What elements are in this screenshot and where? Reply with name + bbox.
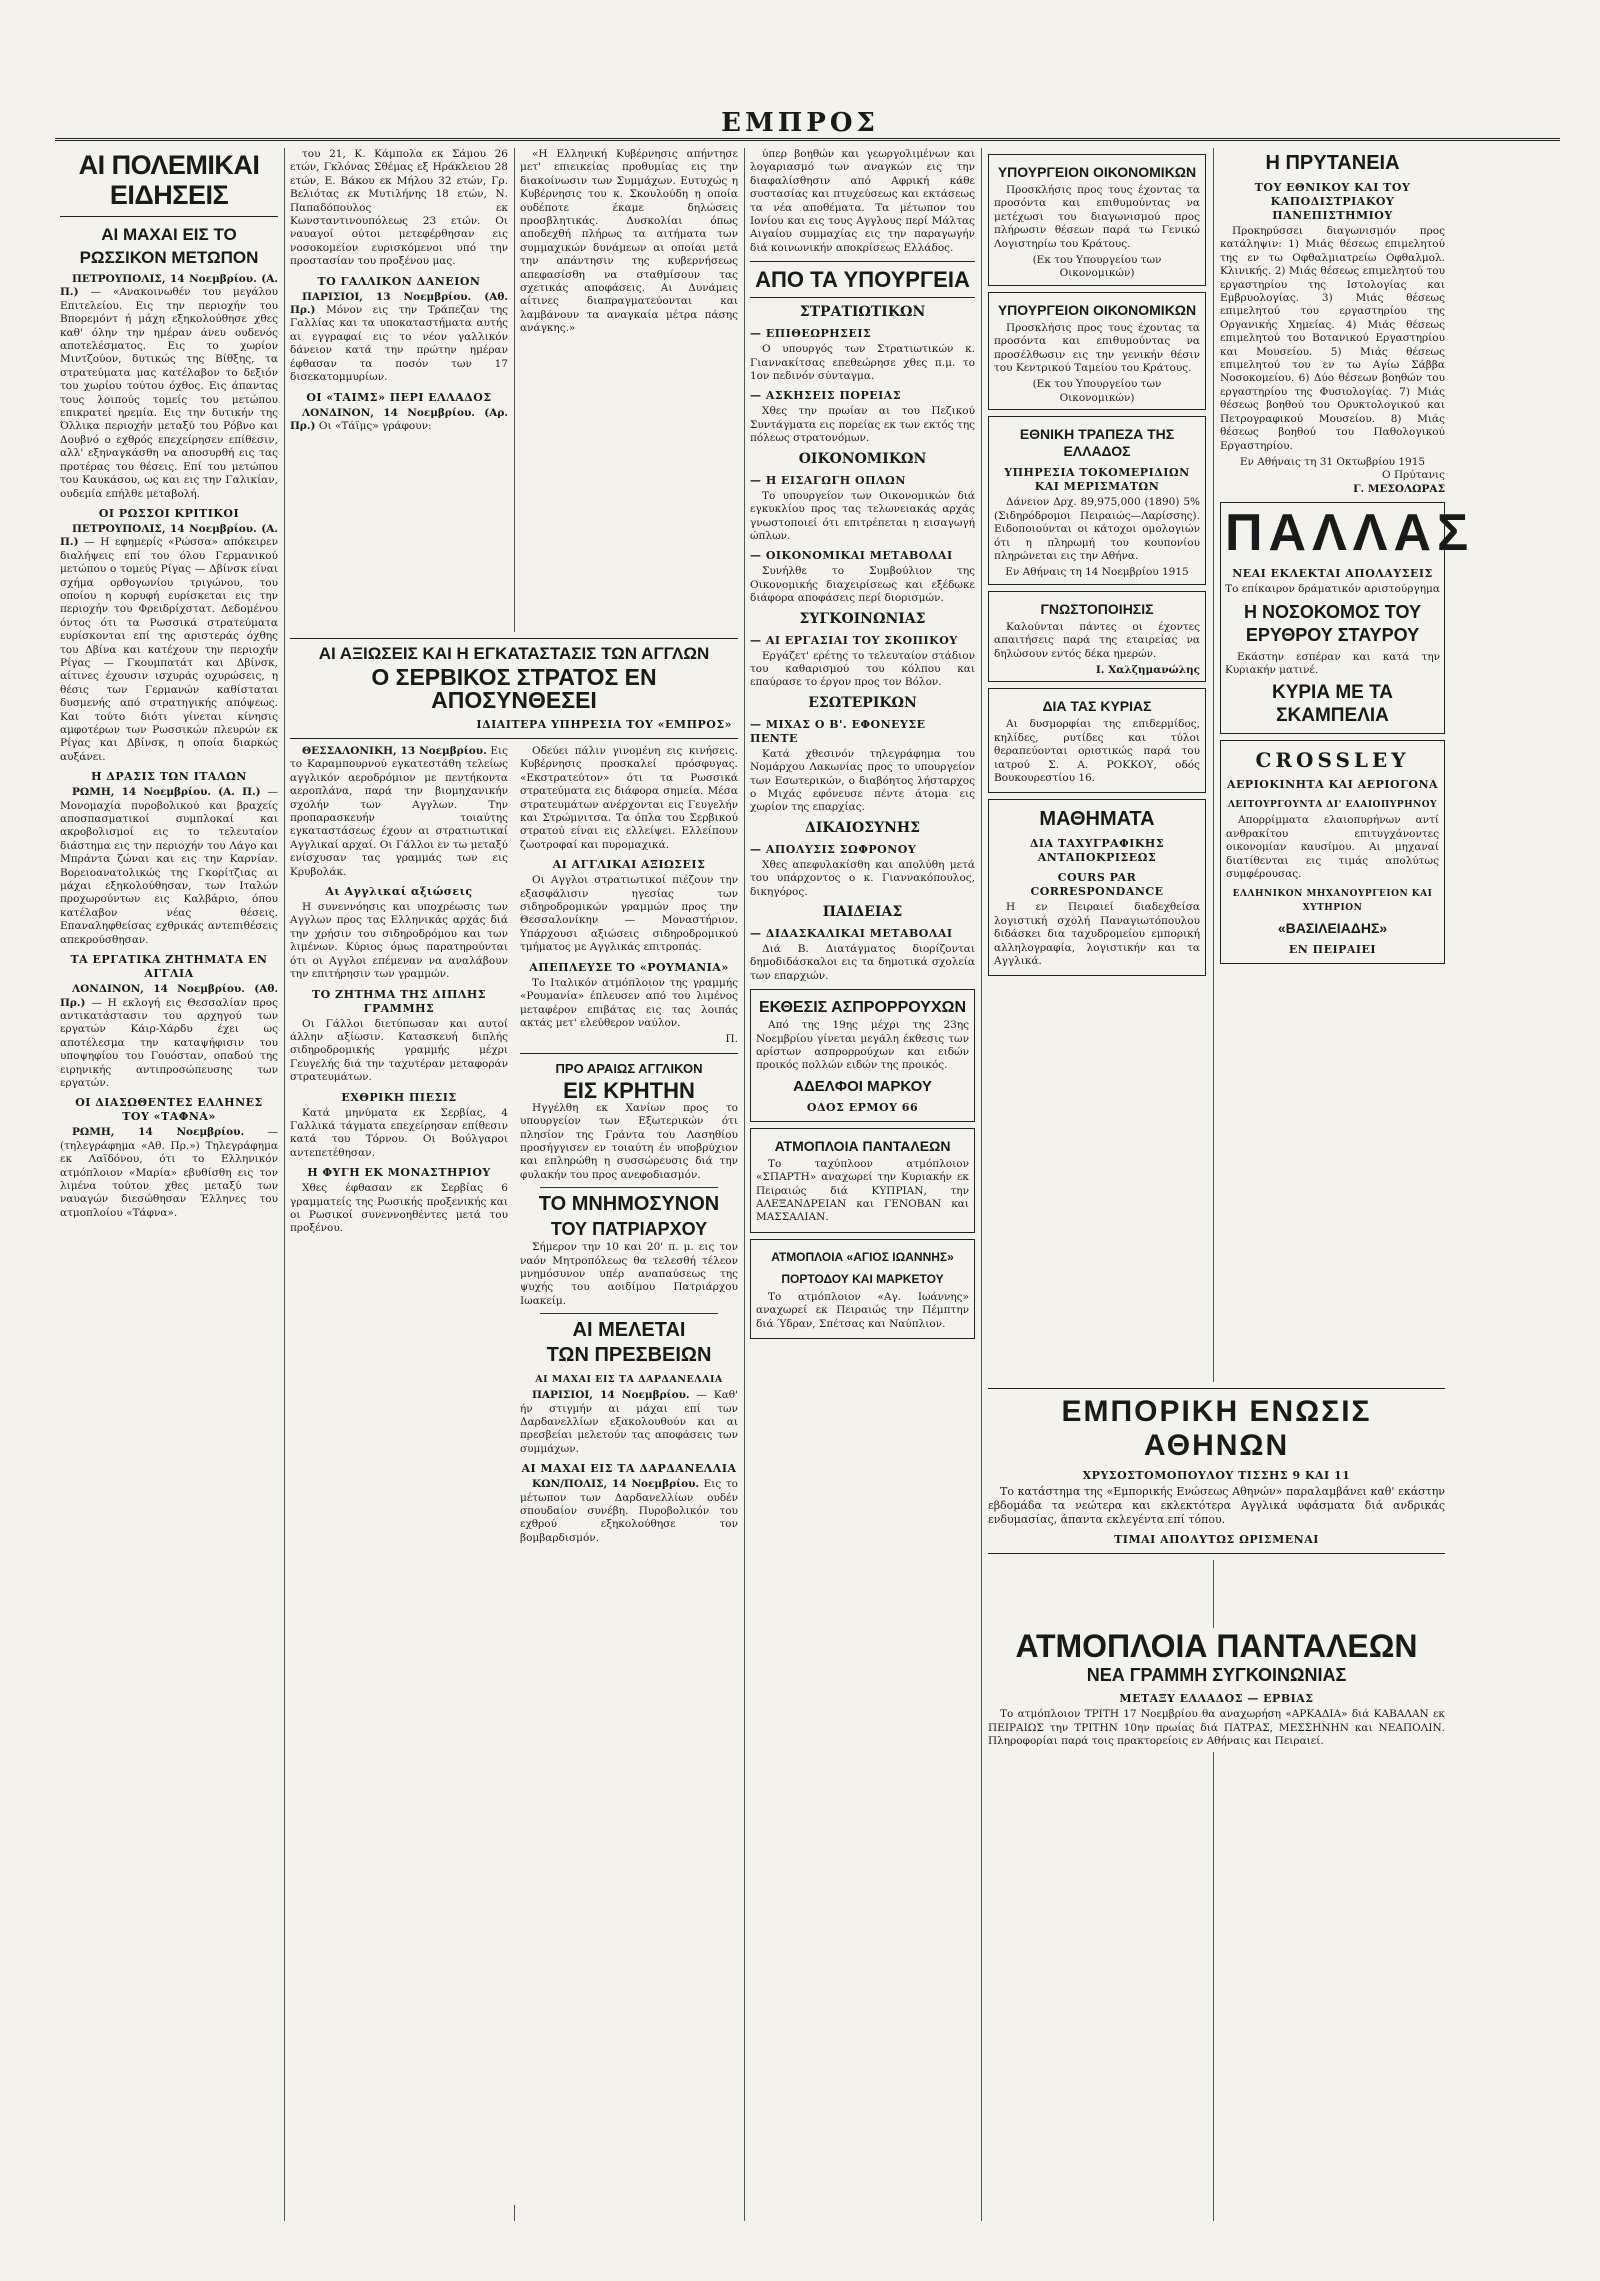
ad-title: ΠΑΛΛΑΣ	[1225, 504, 1475, 563]
article-body: Κατά μηνύματα εκ Σερβίας, 4 Γαλλικά τάγματα επεχείρησαν επίθεσιν κατά του Τόρνου. Οι Βούλγαροι αντεπετέθησαν.	[290, 1106, 508, 1159]
sub-head: — ΑΙ ΕΡΓΑΣΙΑΙ ΤΟΥ ΣΚΟΠΙΚΟΥ	[750, 633, 958, 647]
section-head: ΕΣΩΤΕΡΙΚΩΝ	[808, 694, 917, 711]
article-body: Χθες απεφυλακίσθη και απολύθη μετά του υπάρχοντος ο κ. Γιαννακόπουλος, δικηγόρος.	[750, 858, 975, 898]
ad-crossley	[1220, 740, 1445, 964]
ad-body: Το ατμόπλοιον «Αγ. Ιωάννης» αναχωρεί εκ Πειραιώς την Πέμπτην διά Ύδραν, Σπέτσας και Ναύπλιον.	[756, 1290, 969, 1330]
article-body: Οι Γάλλοι διετύπωσαν και αυτοί άλλην αξίωσιν. Κατασκευή διπλής σιδηροδρομικής γραμμής μέχρι Γευγελής διά την ταχυτέραν μεταφοράν στρατευμάτων.	[290, 1017, 508, 1084]
ad-body: Από της 19ης μέχρι της 23ης Νοεμβρίου γίνεται μεγάλη έκθεσις των αρίστων ασπρορρούχων και ειδών προικός πολλών ειδών της προικός.	[756, 1019, 969, 1072]
ad-atmoploia	[988, 1628, 1445, 1752]
wide-article	[290, 632, 738, 2205]
ad-body: Απορρίμματα ελαιοπυρήνων αντί ανθρακίτου επιτυγχάνοντες οικονομίαν καυσίμου. Αι μηχαναί διατίθενται εις τιμάς απολύτως συμφέρουσας.	[1226, 814, 1439, 880]
article-dateline: ΠΑΡΙΣΙΟΙ, 13 Νοεμβρίου. (Αθ. Πρ.)	[290, 290, 508, 317]
column-3	[520, 148, 738, 628]
column-divider	[284, 148, 285, 2221]
divider	[60, 216, 278, 217]
article-body: Μόνον εις την Τράπεζαν της Γαλλίας και τα υποκαταστήματα αυτής αι εγγραφαί εις το νέον γαλλικόν δάνειον κατά την πρώτην ημέραν έφθασαν τα ποσόν των 17 δισεκατομμυρίων.	[290, 304, 508, 384]
sign-title: Ο Πρύτανις	[1382, 469, 1445, 482]
ad-ministry	[988, 154, 1206, 286]
wide-headline: Ο ΣΕΡΒΙΚΟΣ ΣΤΡΑΤΟΣ ΕΝ ΑΠΟΣΥΝΘΕΣΕΙ	[371, 664, 657, 713]
article-head: ΟΙ ΔΙΑΣΩΘΕΝΤΕΣ ΕΛΛΗΝΕΣ ΤΟΥ «ΤΑΦΝΑ»	[75, 1096, 263, 1124]
article-dateline: ΛΟΝΔΙΝΟΝ, 14 Νοεμβρίου. (Αρ. Πρ.)	[290, 406, 508, 432]
ad-sub: ΛΕΙΤΟΥΡΓΟΥΝΤΑ ΔΙ' ΕΛΑΙΟΠΥΡΗΝΟΥ	[1227, 800, 1438, 811]
section-head: ΣΤΡΑΤΙΩΤΙΚΩΝ	[799, 304, 926, 321]
article-head: ΤΟ ΖΗΤΗΜΑ ΤΗΣ ΔΙΠΛΗΣ ΓΡΑΜΜΗΣ	[311, 987, 487, 1015]
article-body: — Μονομαχία πυροβολικού και βραχείς αποσπασματικοί συμπλοκαί και ακροβολισμοί εις το τελευταίον διάστημα εις την περιοχήν του Λάγο και Μπράντα ζώναι και εις την Καρνίαν. Βορειοανατολικώς της Γκορίτζιας αι μάχαι εξηκολούθησαν, των Ιταλών προχωρούντων εις Καλβάριο, όπου κατέλαβον νέας θέσεις. Επαναληφθείσας εχθρικάς αντεπιθέσεις απεκρούσθησαν.	[60, 786, 278, 946]
sub-head: — ΕΠΙΘΕΩΡΗΣΕΙΣ	[750, 327, 872, 341]
ad-sign: (Εκ του Υπουργείου των Οικονομικών)	[1032, 378, 1162, 404]
sub-head: — ΔΙΔΑΣΚΑΛΙΚΑΙ ΜΕΤΑΒΟΛΑΙ	[750, 927, 953, 940]
wide-kicker: ΑΙ ΑΞΙΩΣΕΙΣ ΚΑΙ Η ΕΓΚΑΤΑΣΤΑΣΙΣ ΤΩΝ ΑΓΓΛΩΝ	[318, 644, 710, 663]
article-dateline: ΠΕΤΡΟΥΠΟΛΙΣ, 14 Νοεμβρίου. (Α. Π.)	[60, 273, 278, 299]
divider	[750, 261, 975, 262]
divider	[520, 1053, 738, 1054]
ad-sign: (Εκ του Υπουργείου των Οικονομικών)	[1032, 254, 1162, 280]
ad-sub: ΜΕΤΑΞΥ ΕΛΛΑΔΟΣ — ΕΡΒΙΑΣ	[1119, 1692, 1314, 1705]
article-body: Οι «Τάϊμς» γράφουν:	[318, 419, 432, 432]
sub-head: — ΟΙΚΟΝΟΜΙΚΑΙ ΜΕΤΑΒΟΛΑΙ	[750, 549, 953, 563]
section-head: ΟΙΚΟΝΟΜΙΚΩΝ	[798, 450, 927, 467]
article-body: Εις το μέτωπον των Δαρδανελλίων ουδέν σπουδαίον συνέβη. Πυροβολικόν του εχθρού εξηκολούθησε τον βομβαρδισμόν.	[520, 1478, 738, 1544]
envoy-head: ΑΙ ΜΕΛΕΤΑΙ	[572, 1319, 686, 1342]
masthead-title: ΕΜΠΡΟΣ	[721, 108, 879, 138]
article-head: ΑΠΕΠΛΕΥΣΕ ΤΟ «ΡΟΥΜΑΝΙΑ»	[529, 960, 729, 974]
column-2	[290, 148, 508, 628]
ad-line: Το επίκαιρον δράματικόν αριστούργημα	[1225, 583, 1440, 596]
column-1	[60, 148, 278, 2221]
article-body: ύπερ βοηθών και γεωργολιμένων και λογαριασμό των αναγκών εις την διαφαλίσθησιν από Αφρική κάθε συστασίας και πτυχεύσεως και εκτάσεως τα νέα αποθέματα. Τα μέτωπον του Ιονίου και εις τους Αγγλους περί Μάλτας Αιγαίου συμμαχίας εις την παραγωγήν διά κοινωνικήν αποκρίσεως Ελλάδος.	[750, 148, 975, 254]
ad-pallas	[1220, 502, 1475, 734]
article-body: — Η εκλογή εις Θεσσαλίαν προς αντικατάστασιν του αρχηγού των εργατών Κάιρ-Χάρδυ έχει ως αποτέλεσμα την καταψήφισιν του υποψηφίου του Γουόσταν, οπαδού της ειρηνικής αντιπροσώπευσης των εργατών.	[60, 996, 278, 1089]
ad-body: Η εν Πειραιεί διαδεχθείσα λογιστική σχολή Παναγιωτόπουλου διδάσκει δια ταχυδρομείου εμπορική αλληλογραφία, λογιστικήν και τα Αγγλικά.	[994, 901, 1200, 967]
ad-shipping	[750, 1128, 975, 1233]
ad-title: ΑΤΜΟΠΛΟΙΑ ΠΑΝΤΑΛΕΩΝ	[774, 1137, 951, 1154]
ad-bank	[988, 416, 1206, 584]
column-6	[1220, 148, 1475, 1373]
article-body: Συνήλθε το Συμβούλιον της Οικονομικής διαχειρίσεως και εξέδωκε διάφορα αποφάσεις περί διορισμών.	[750, 565, 975, 605]
article-head: ΑΙ ΑΓΓΛΙΚΑΙ ΑΞΙΩΣΕΙΣ	[552, 858, 706, 872]
wide-sub: ΙΔΙΑΙΤΕΡΑ ΥΠΗΡΕΣΙΑ ΤΟΥ «ΕΜΠΡΟΣ»	[476, 718, 732, 731]
ad-body: Το κατάστημα της «Εμπορικής Ενώσεως Αθηνών» παραλαμβάνει καθ' εκάστην εβδομάδα τα νεώτερα και εκλεκτότερα Αγγλικά υφάσματα διά ανδρικάς ενδυμασίας, άπαντα εκλεγέντα επί τόπου.	[988, 1485, 1445, 1526]
article-body: — Η εφημερίς «Ρώσσα» απόκειρεν διαλήψεις επί του όλου Γερμανικού μετώπου ο τομεύς Ρίγας — Δβίνσκ είναι σχήμα ορθογωνίου τριγώνου, του οποίου η κορυφή ευρίσκεται εις την περιοχήν του Φρειδρίχστατ. Δεδομένου όντος ότι τα Ρωσσικά στρατεύματα ευρίσκονται επί της αριστεράς όχθης του Δβίνα και κατέχουν την περιοχήν Ρίγας — Γκουμπατάτ και Δβίνσκ, αίτινες έχουσιν ισχυράς οχυρώσεις, η θέσις των Γερμανών καθίσταται δυσμενής από στρατηγικής απόψεως. Και τούτο διότι γίνεται κίνησις αμφοτέρων των Ρωσσικών πλευρών εκ Ρίγας και Δβίνσκ, η οποία διαρκώς αυξάνει.	[60, 536, 278, 763]
ad-body: Δάνειον Δρχ. 89,975,000 (1890) 5% (Σιδηρόδρομοι Πειραιώς—Λαρίσσης). Ειδοποιούνται οι κάτοχοι ομολογιών ότι η πληρωμή του κουπονίου πληρώνεται εις την Αθήνα.	[994, 496, 1200, 562]
sign-name: Γ. ΜΕΣΟΛΩΡΑΣ	[1353, 482, 1445, 495]
article-body: Το Ιταλικόν ατμόπλοιον της γραμμής «Ρουμανία» έπλευσεν από του λιμένος μεταφέρον επιβάτας εις τας λοιπάς ακτάς μετ' ελεύθερον ναύλον.	[520, 976, 738, 1029]
article-body: Εις το Καραμπουρνού εγκατεστάθη τελείως αγγλικόν αεροδρόμιον με πεντήκοντα αεροπλάνα, παρά την βιομηχανικήν σχολήν των Αγγλων. Την προπαρασκευήν τοιαύτης εγκαταστάσεως έχουν αι στρατιωτικαί Αγγλικαί αρχαί. Οι Γάλλοι εν τω μεταξύ ενίσχυσαν τας γραμμάς των εις Κρυβολάκ.	[290, 745, 508, 878]
ad-title: ΔΙΑ ΤΑΣ ΚΥΡΙΑΣ	[1042, 698, 1152, 715]
article-head: ΤΑ ΕΡΓΑΤΙΚΑ ΖΗΤΗΜΑΤΑ ΕΝ ΑΓΓΛΙΑ	[70, 953, 268, 981]
article-body: Χθες έφθασαν εκ Σερβίας 6 γραμματείς της Ρωσικής προξενικής και οι Ρωσικοί συνεννοηθέντες μετά του προξένου.	[290, 1182, 508, 1235]
ad-title: ΓΝΩΣΤΟΠΟΙΗΣΙΣ	[1040, 600, 1154, 617]
ad-ladies	[988, 688, 1206, 793]
envoy-head: ΤΩΝ ΠΡΕΣΒΕΙΩΝ	[546, 1344, 712, 1367]
article-body: Κατά χθεσινόν τηλεγράφημα του Νομάρχου Λακωνίας προς το υπουργείον των Εσωτερικών, ο διαβόητος λήσταρχος ο Μιχάς εφόνευσε πέντε άτομα εις χωρίον της επαρχίας.	[750, 747, 975, 814]
ad-sub: ΑΕΡΙΟΚΙΝΗΤΑ ΚΑΙ ΑΕΡΙΟΓΟΝΑ	[1226, 778, 1439, 792]
ad-title: ΥΠΟΥΡΓΕΙΟΝ ΟΙΚΟΝΟΜΙΚΩΝ	[997, 301, 1197, 318]
column-divider	[981, 148, 982, 2221]
article-dateline: ΠΑΡΙΣΙΟΙ, 14 Νοεμβρίου.	[532, 1389, 690, 1402]
patriarch-head: ΤΟ ΜΝΗΜΟΣΥΝΟΝ	[538, 1193, 720, 1216]
article-body: — Καθ' ήν στιγμήν αι μάχαι επί των Δαρδανελλίων εξακολουθούν και αι πρεσβείαι μελετούν τας αποφάσεις των συμμάχων.	[520, 1389, 738, 1455]
ad-notice	[988, 591, 1206, 683]
section-head: ΔΙΚΑΙΟΣΥΝΗΣ	[804, 819, 920, 836]
article-head: ΟΙ «ΤΑΙΜΣ» ΠΕΡΙ ΕΛΛΑΔΟΣ	[306, 390, 492, 404]
column-divider	[1213, 148, 1214, 2221]
column-divider	[744, 148, 745, 2221]
article-body: — (τηλεγράφημα «Αθ. Πρ.») Τηλεγράφημα εκ Λαϊδόνου, ότι το Ελληνικόν ατμόπλοιον «Μαρία» εβυθίσθη εις τον λιμένα τούτον χθες μεταξύ των ναυαγών διεσώθησαν Έλληνες του ατμοπλοίου «Τάφνα».	[60, 1126, 278, 1219]
ad-title: ΕΚΘΕΣΙΣ ΑΣΠΡΟΡΡΟΥΧΩΝ	[758, 999, 966, 1017]
ad-body: Εκάστην εσπέραν και κατά την Κυριακήν ματινέ.	[1225, 650, 1440, 676]
sub-head: — Η ΕΙΣΑΓΩΓΗ ΟΠΛΩΝ	[750, 473, 906, 487]
divider	[540, 1313, 718, 1314]
university-sub: ΤΟΥ ΕΘΝΙΚΟΥ ΚΑΙ ΤΟΥ ΚΑΠΟΔΙΣΤΡΙΑΚΟΥ ΠΑΝΕΠΙΣΤΗΜΙΟΥ	[1254, 181, 1411, 222]
crete-head: ΕΙΣ ΚΡΗΤΗΝ	[563, 1077, 695, 1103]
article-head: Η ΔΡΑΣΙΣ ΤΩΝ ΙΤΑΛΩΝ	[91, 770, 247, 784]
article-body: Σήμερον την 10 και 20' π. μ. εις τον ναόν Μητροπόλεως θα τελεσθή τέλεον μνημόσυνον υπέρ αναπαύσεως της ψυχής του αοιδίμου Πατριάρχου Ιωακείμ.	[520, 1241, 738, 1307]
article-body: του 21, Κ. Κάμπολα εκ Σάμου 26 ετών, Γκλόνας Σθέμας εξ Ηράκλειου 28 ετών, Ε. Βάκου εκ Μήλου 32 ετών, Γρ. Βελιότας εκ Μυτιλήνης 18 ετών, Ν. Παπαδόπουλος εκ Κωνσταντινουπόλεως 23 ετών. Οι ναυαγοί ούτοι μετεφέρθησαν εις νοσοκομείον ευρισκόμενοι υπό την προστασίαν του προξένου μας.	[290, 148, 508, 268]
ad-sub: ΔΙΑ ΤΑΧΥΓΡΑΦΙΚΗΣ ΑΝΤΑΠΟΚΡΙΣΕΩΣ	[1029, 837, 1165, 865]
ad-sub: COURS PAR CORRESPONDANCE	[1030, 871, 1164, 899]
ad-sign: Ι. Χαλζημανώλης	[1095, 663, 1200, 676]
article-body: Ηγγέλθη εκ Χανίων προς το υπουργείον των Εξωτερικών ότι πλησίον της Γράντα του Λασηθίου προσήγγισεν εν τοιαύτη έν υποβρύχιον και επληρώθη η συσσώρευσις διά την φυλακήν του προς ανεφοδιασμόν.	[520, 1101, 738, 1181]
sub-head: — ΑΣΚΗΣΕΙΣ ΠΟΡΕΙΑΣ	[750, 389, 902, 403]
ad-star: ΚΥΡΙΑ ΜΕ ΤΑ ΣΚΑΜΠΕΛΙΑ	[1271, 682, 1394, 727]
ad-sub: ΝΕΑΙ ΕΚΛΕΚΤΑΙ ΑΠΟΛΑΥΣΕΙΣ	[1232, 567, 1433, 581]
article-head: ΑΙ ΜΑΧΑΙ ΕΙΣ ΤΑ ΔΑΡΔΑΝΕΛΛΙΑ	[521, 1462, 737, 1476]
ad-title: ΕΜΠΟΡΙΚΗ ΕΝΩΣΙΣ	[1061, 1395, 1372, 1428]
ad-body: Καλούνται πάντες οι έχοντες απαιτήσεις παρά της εταιρείας να δηλώσουν εντός δέκα ημερών.	[994, 620, 1200, 660]
article-body: Χθες την πρωίαν αι του Πεζικού Συντάγματα εις πορείας εκ των εκτός της πόλεως στρατονόμων.	[750, 405, 975, 445]
ad-title: ΑΘΗΝΩΝ	[1143, 1429, 1290, 1462]
article-dateline: ΘΕΣΣΑΛΟΝΙΚΗ, 13 Νοεμβρίου.	[302, 745, 487, 757]
ad-body: Το ταχύπλοον ατμόπλοιον «ΣΠΑΡΤΗ» αναχωρεί την Κυριακήν εκ Πειραιώς διά ΚΥΠΡΙΑΝ, την ΑΛΕΞΑΝΔΡΕΙΑΝ και ΓΕΝΟΒΑΝ και ΜΑΣΣΑΛΙΑΝ.	[756, 1157, 969, 1224]
ad-exhibition	[750, 989, 975, 1122]
article-body: Διά Β. Διατάγματος διορίζονται δημοδιδάσκαλοι εις τα δημοτικά σχολεία των επαρχιών.	[750, 943, 975, 982]
sub-head: — ΑΠΟΛΥΣΙΣ ΣΩΦΡΟΝΟΥ	[750, 842, 917, 856]
sign-place: Εν Αθήναις τη 31 Οκτωβρίου 1915	[1239, 455, 1426, 468]
ad-title: ΥΠΟΥΡΓΕΙΟΝ ΟΙΚΟΝΟΜΙΚΩΝ	[997, 164, 1197, 180]
article-dateline: ΚΩΝ/ΠΟΛΙΣ, 14 Νοεμβρίου.	[532, 1478, 700, 1491]
ad-dealer: ΕΝ ΠΕΙΡΑΙΕΙ	[1288, 943, 1377, 957]
article-head: Η ΦΥΓΗ ΕΚ ΜΟΝΑΣΤΗΡΙΟΥ	[307, 1166, 491, 1180]
section-head: ΠΑΙΔΕΙΑΣ	[822, 904, 903, 920]
divider	[290, 638, 738, 639]
section-head: ΣΥΓΚΟΙΝΩΝΙΑΣ	[799, 610, 926, 627]
ad-dealer: ΕΛΛΗΝΙΚΟΝ ΜΗΧΑΝΟΥΡΓΕΙΟΝ ΚΑΙ ΧΥΤΗΡΙΟΝ	[1232, 889, 1433, 914]
article-body: Εργάζετ' ερέτης το τελευταίον στάδιον του καθαρισμού του κόλπου και επαύρασε το έργον προς τον Βόλον.	[750, 649, 975, 689]
ad-title: CROSSLEY	[1255, 748, 1410, 773]
article-head: ΟΙ ΡΩΣΣΟΙ ΚΡΙΤΙΚΟΙ	[98, 506, 240, 520]
divider	[988, 1553, 1445, 1554]
ad-shop: ΑΔΕΛΦΟΙ ΜΑΡΚΟΥ	[793, 1077, 932, 1095]
divider	[988, 1388, 1445, 1389]
wide-left-column	[290, 745, 508, 2205]
ad-sub: ΠΟΡΤΟΔΟΥ ΚΑΙ ΜΑΡΚΕΤΟΥ	[781, 1271, 944, 1286]
article-dateline: ΡΩΜΗ, 14 Νοεμβρίου. (Α. Π.)	[72, 786, 261, 799]
article-head: ΕΧΘΡΙΚΗ ΠΙΕΣΙΣ	[341, 1090, 457, 1104]
article-dateline: ΡΩΜΗ, 14 Νοεμβρίου.	[72, 1126, 245, 1139]
article-head: ΤΟ ΓΑΛΛΙΚΟΝ ΔΑΝΕΙΟΝ	[317, 274, 481, 288]
column-5	[988, 148, 1206, 1373]
divider	[540, 1187, 718, 1188]
ad-title: ΕΘΝΙΚΗ ΤΡΑΠΕΖΑ ΤΗΣ ΕΛΛΑΔΟΣ	[1019, 426, 1175, 460]
ad-film: Η ΝΟΣΟΚΟΜΟΣ ΤΟΥ ΕΡΥΘΡΟΥ ΣΤΑΥΡΟΥ	[1244, 601, 1421, 645]
university-head: Η ΠΡΥΤΑΝΕΙΑ	[1265, 152, 1400, 174]
ad-title: ΑΤΜΟΠΛΟΙΑ «ΑΓΙΟΣ ΙΩΑΝΝΗΣ»	[771, 1249, 954, 1264]
article-body: — «Ανακοινωθέν του μεγάλου Επιτελείου. Εις την περιοχήν του Βπορεμόντ ή μάχη εξηκολούθησε χθες καθ' όλην την ημέραν άνευ ουδενός αποτελέσματος. Εις το χωρίον Μιντζούον, δυτικώς της Βίθξης, τα στρατεύματα μας κατέλαβον το δεξιόν του χωρίου τούτου όχθος. Εις άπαντας τους λοιπούς τομείς του μετώπου επικρατεί ηρεμία. Εις την δυτικήν της Όλλικα περιοχήν μεταξύ του Ρόβνο και Δουβνό ο εχθρός επεχείρησεν επίθεσιν, αλλ' εξηναγκάσθη να αποσυρθή εις τας προτέρας του θέσεις. Επί του μετώπου του Καυκάσου, ως και εις την Γαλικίαν, ουδεμία επήλθε μεταβολή.	[60, 286, 278, 500]
ad-body: Προσκλήσις προς τους έχοντας τα προσόντα και επιθυμούντας να μετέχωσι του διαγωνισμού προς πλήρωσιν θέσεων παρά τω Γενικώ Λογιστηρίω του Κράτους.	[994, 184, 1200, 250]
article-dateline: ΛΟΝΔΙΝΟΝ, 14 Νοεμβρίου. (Αθ. Πρ.)	[60, 983, 278, 1009]
article-body: «Η Ελληνική Κυβέρνησις απήντησε μετ' επιεικείας προθυμίας εις την διακοίνωσιν των Συμμάχων. Ευτυχώς η Κυβέρνησις του κ. Σκουλούδη η οποία ουδέποτε έκαμε δηλώσεις προσβλητικάς. Δυσκολίαι όπως αποδεχθή πλήρως τα αιτήματα των συμμαχικών δυνάμεων αι οποίαι μετά την απάντησιν της κυβερνήσεως απεφασίσθη να σταθμίσουν τας σχετικάς αποφάσεις. Αι Δυνάμεις αίτινες διαπραγματεύονται και λαμβάνουν τα αναγκαία μέτρα πάσης ανάγκης.»	[520, 148, 738, 335]
signature: Π.	[725, 1033, 738, 1046]
ad-ministry-2	[988, 292, 1206, 410]
ad-sub: ΧΡΥΣΟΣΤΟΜΟΠΟΥΛΟΥ ΤΙΣΣΗΣ 9 ΚΑΙ 11	[1082, 1469, 1351, 1482]
article-head: Αι Αγγλικαί αξιώσεις	[325, 885, 473, 899]
ad-sub: ΝΕΑ ΓΡΑΜΜΗ ΣΥΓΚΟΙΝΩΝΙΑΣ	[1086, 1665, 1347, 1685]
divider	[750, 297, 975, 298]
envoy-sub: ΑΙ ΜΑΧΑΙ ΕΙΣ ΤΑ ΔΑΡΔΑΝΕΛΛΙΑ	[535, 1374, 723, 1386]
ministries-head: ΑΠΟ ΤΑ ΥΠΟΥΡΓΕΙΑ	[755, 267, 970, 293]
article-body: Οδεύει πάλιν γινομένη εις κινήσεις. Κυβέρνησις προσκαλεί πρόσφυγας. «Εκστρατεύτον» ότι τα Ρωσσικά στρατεύματα εις διάφορα σημεία. Μέσα στρατευμάτων ανέρχονται εις Γευγελήν και Στρώμνιτσα. Τα όπλα του Σερβικού στρατού είναι εις ελλείψει. Ελλείπουν ζωοτροφαί και πυρομαχικά.	[520, 745, 738, 851]
ad-emporiki	[988, 1382, 1445, 1560]
ad-body: Αι δυσμορφίαι της επιδερμίδος, κηλίδες, ρυτίδες και τύλοι θεραπεύονται οριστικώς παρά του ιατρού Σ. Α. ΡΟΚΚΟΥ, οδός Βουκουρεστίου 16.	[994, 718, 1200, 784]
ad-body: Το ατμόπλοιον ΤΡΙΤΗ 17 Νοεμβρίου θα αναχωρήση «ΑΡΚΑΔΙΑ» διά ΚΑΒΑΛΑΝ εκ ΠΕΙΡΑΙΩΣ την ΤΡΙΤΗΝ 10ην πρωίας διά ΠΑΤΡΑΣ, ΜΕΣΣΗΝΗΝ και ΝΕΑΠΟΛΙΝ. Πληροφορίαι παρά τοις πρακτορείοις εν Αθήναις και Πειραιεί.	[988, 1708, 1445, 1747]
article-body: Προκηρύσσει διαγωνισμόν προς κατάληψιν: 1) Μιάς θέσεως επιμελητού της εν τω Οφθαλμιατρείω Οφθαλμολ. Κλινικής. 2) Μιάς θέσεως επιμελητού του εργαστηρίου της Ιστολογίας και Εμβρυολογίας. 3) Μιάς θέσεως επιμελητού του εργαστηρίου της Οργανικής Χημείας. 4) Μιάς θέσεως επιμελητού του Βοτανικού Εργαστηρίου και Μουσείου. 5) Μιάς θέσεως επιμελητού του εν τω Αγίω Σάββα Νοσοκομείου. 6) Δύο θέσεων βοηθών του εργαστηρίου της Φυσιολογίας. 7) Μιάς θέσεως βοηθού του Ορυκτολογικού και Πετρογραφικού Μουσείου. 8) Μιάς θέσεως βοηθού του Παθολογικού Εργαστηρίου.	[1220, 225, 1445, 452]
ad-dealer: «ΒΑΣΙΛΕΙΑΔΗΣ»	[1277, 920, 1388, 937]
crete-head: ΠΡΟ ΑΡΑΙΩΣ ΑΓΓΛΙΚΟΝ	[555, 1060, 703, 1076]
article-body: Οι Αγγλοι στρατιωτικοί πιέζουν την εξασφάλισιν ηγεσίας των σιδηροδρομικών γραμμών προς την Θεσσαλονίκην — Μοναστήριον. Υπάρχουσι αξιώσεις σιδηροδρομικού τμήματος με Αγγλικάς επιτροπάς.	[520, 874, 738, 954]
divider	[290, 738, 738, 739]
ad-sign: Εν Αθήναις τη 14 Νοεμβρίου 1915	[1005, 566, 1189, 579]
sub-head: — ΜΙΧΑΣ Ο Β'. ΕΦΟΝΕΥΣΕ ΠΕΝΤΕ	[750, 717, 926, 745]
ad-sub: ΥΠΗΡΕΣΙΑ ΤΟΚΟΜΕΡΙΔΙΩΝ ΚΑΙ ΜΕΡΙΣΜΑΤΩΝ	[1004, 466, 1190, 494]
article-body: Ο υπουργός των Στρατιωτικών κ. Γιαννακίτσας επεθεώρησε χθες π.μ. το 1ον πεδινόν σύνταγμα.	[750, 343, 975, 383]
ad-title: ΜΑΘΗΜΑΤΑ	[1039, 808, 1155, 831]
article-dateline: ΠΕΤΡΟΥΠΟΛΙΣ, 14 Νοεμβρίου. (Α. Π.)	[60, 522, 278, 549]
ad-shipping-2	[750, 1239, 975, 1339]
ad-lessons	[988, 799, 1206, 976]
wide-right-column	[520, 745, 738, 2205]
article-body: Η συνεννόησις και υποχρέωσις των Αγγλων προς τας Ελληνικάς αρχάς διά την χρήσιν του σιδηροδρόμου και των λιμένων. Κύριος όμως παρατηρούνται ότι οι Αγγλοι επέμεναν να αναλάβουν την επιτήρησιν των γραμμών.	[290, 901, 508, 981]
column-4	[750, 148, 975, 2221]
masthead-rule	[55, 138, 1560, 141]
ad-title: ΑΤΜΟΠΛΟΙΑ ΠΑΝΤΑΛΕΩΝ	[1015, 1628, 1418, 1664]
ad-body: Προσκλήσις προς τους έχοντας τα προσόντα και επιθυμούντας να προσέλθωσιν εις την γενικήν θέσιν του Κεντρικού Ταμείου του Κράτους.	[994, 321, 1200, 375]
ad-tag: ΤΙΜΑΙ ΑΠΟΛΥΤΩΣ ΩΡΙΣΜΕΝΑΙ	[1114, 1533, 1319, 1546]
sub-headline: ΑΙ ΜΑΧΑΙ ΕΙΣ ΤΟ ΡΩΣΣΙΚΟΝ ΜΕΤΩΠΟΝ	[79, 225, 259, 267]
main-headline: ΑΙ ΠΟΛΕΜΙΚΑΙ ΕΙΔΗΣΕΙΣ	[78, 150, 260, 210]
patriarch-head: ΤΟΥ ΠΑΤΡΙΑΡΧΟΥ	[550, 1219, 708, 1240]
article-body: Το υπουργείον των Οικονομικών διά εγκυκλίου προς τας τελωνειακάς αρχάς γνωστοποιεί ότι επιτρέπεται η εισαγωγή ώπλων.	[750, 489, 975, 542]
ad-address: ΟΔΟΣ ΕΡΜΟΥ 66	[806, 1100, 919, 1114]
